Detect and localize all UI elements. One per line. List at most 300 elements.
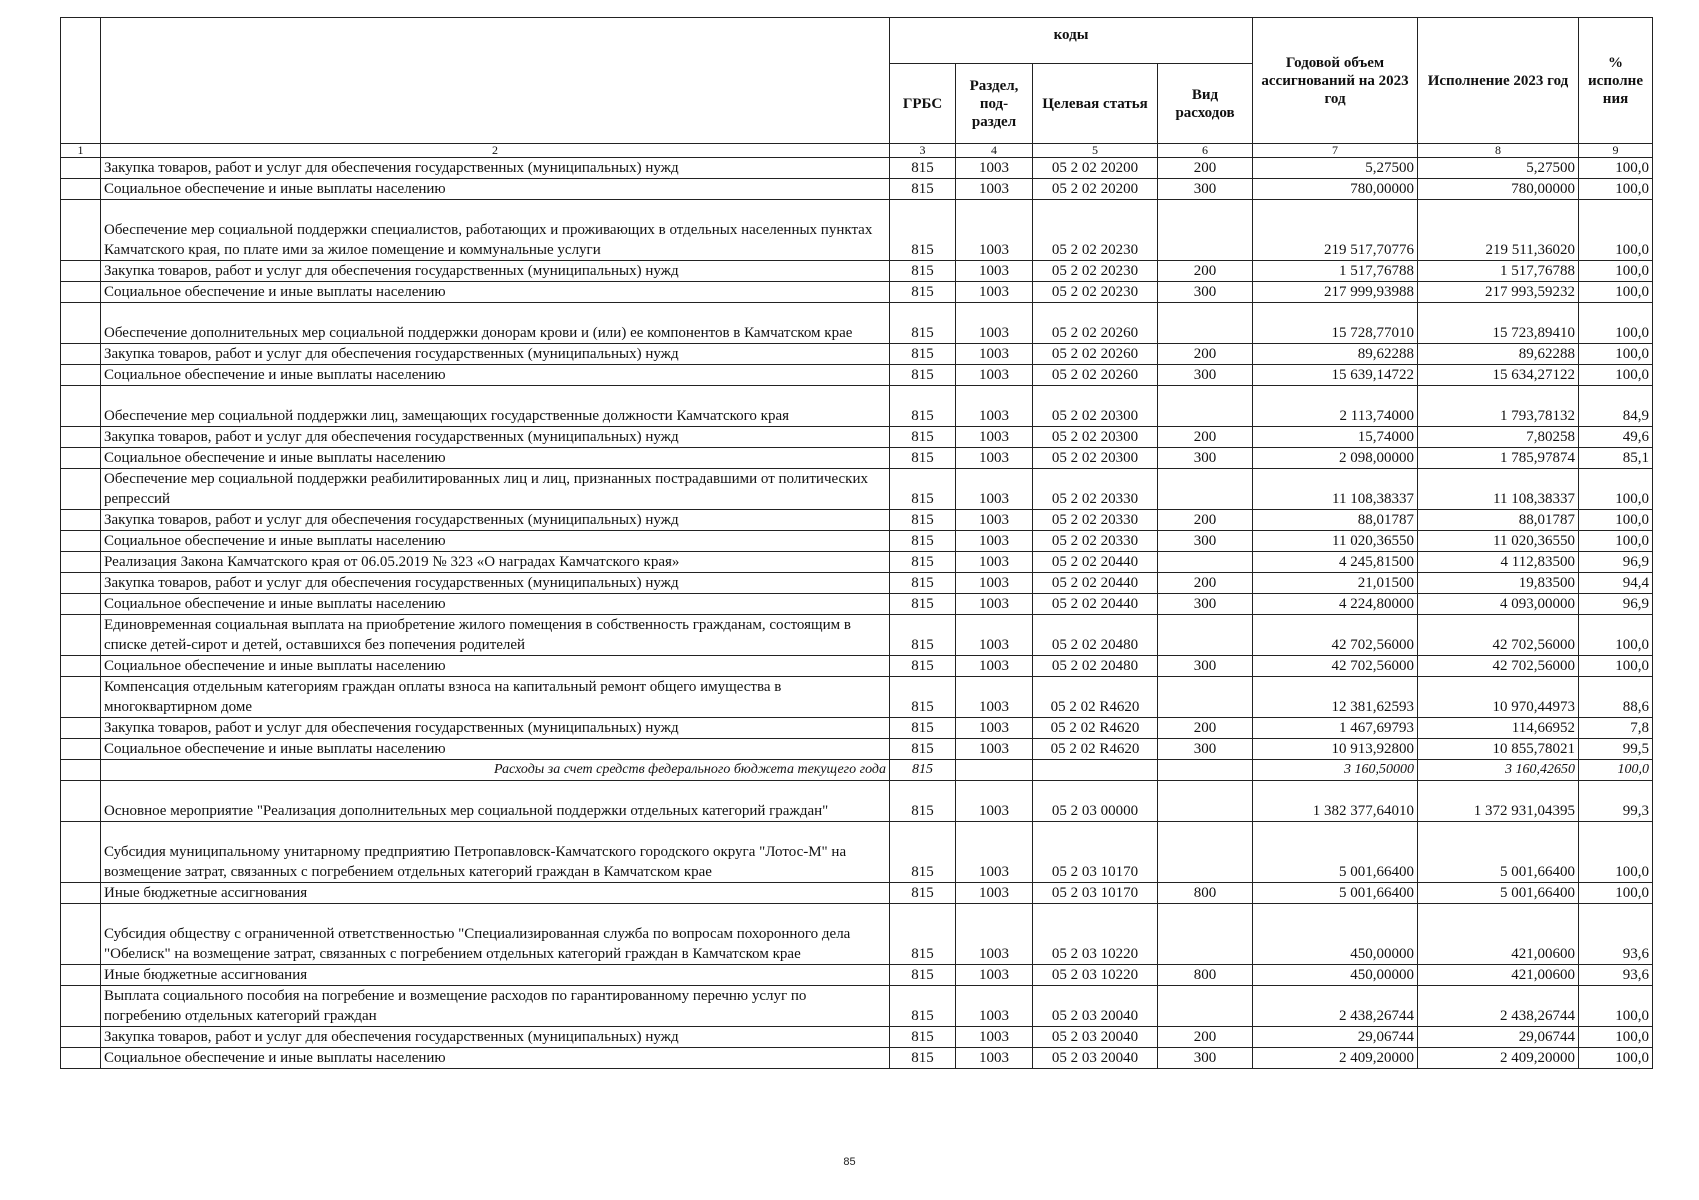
row-target: 05 2 02 20300 [1033, 386, 1158, 427]
row-target: 05 2 02 20330 [1033, 469, 1158, 510]
row-grbs: 815 [890, 615, 956, 656]
header-grbs: ГРБС [890, 64, 956, 144]
row-annual: 10 913,92800 [1253, 739, 1418, 760]
row-grbs: 815 [890, 531, 956, 552]
row-percent: 100,0 [1579, 282, 1653, 303]
row-type: 300 [1158, 365, 1253, 386]
row-name: Иные бюджетные ассигнования [101, 883, 890, 904]
row-annual: 4 245,81500 [1253, 552, 1418, 573]
row-index-cell [61, 594, 101, 615]
row-section: 1003 [956, 822, 1033, 883]
row-index-cell [61, 386, 101, 427]
row-grbs: 815 [890, 822, 956, 883]
column-number: 1 [61, 144, 101, 158]
row-index-cell [61, 261, 101, 282]
row-grbs: 815 [890, 904, 956, 965]
table-row [61, 469, 1653, 510]
row-section: 1003 [956, 1027, 1033, 1048]
row-type: 200 [1158, 427, 1253, 448]
row-percent: 100,0 [1579, 179, 1653, 200]
row-index-cell [61, 1027, 101, 1048]
row-percent: 100,0 [1579, 1048, 1653, 1069]
row-percent: 84,9 [1579, 386, 1653, 427]
row-name: Закупка товаров, работ и услуг для обеспечения государственных (муниципальных) нужд [101, 1027, 890, 1048]
row-grbs: 815 [890, 573, 956, 594]
row-execution: 780,00000 [1418, 179, 1579, 200]
header-section: Раздел, под-раздел [956, 64, 1033, 144]
row-type: 300 [1158, 594, 1253, 615]
row-annual: 4 224,80000 [1253, 594, 1418, 615]
row-name: Обеспечение мер социальной поддержки лиц, замещающих государственные должности Камчатского края [101, 386, 890, 427]
row-section: 1003 [956, 677, 1033, 718]
row-grbs: 815 [890, 883, 956, 904]
row-section: 1003 [956, 344, 1033, 365]
table-row [61, 573, 1653, 594]
table-row [61, 386, 1653, 427]
row-target: 05 2 02 20330 [1033, 510, 1158, 531]
row-annual: 219 517,70776 [1253, 200, 1418, 261]
row-type: 200 [1158, 573, 1253, 594]
row-target [1033, 760, 1158, 781]
row-grbs: 815 [890, 760, 956, 781]
row-grbs: 815 [890, 469, 956, 510]
row-type: 300 [1158, 656, 1253, 677]
row-target: 05 2 02 20260 [1033, 365, 1158, 386]
column-number: 4 [956, 144, 1033, 158]
row-type [1158, 615, 1253, 656]
row-name: Закупка товаров, работ и услуг для обеспечения государственных (муниципальных) нужд [101, 510, 890, 531]
row-percent: 99,5 [1579, 739, 1653, 760]
row-grbs: 815 [890, 552, 956, 573]
row-execution: 89,62288 [1418, 344, 1579, 365]
row-name: Обеспечение дополнительных мер социальной поддержки донорам крови и (или) ее компонентов в Камчатском крае [101, 303, 890, 344]
budget-table-wrapper [60, 17, 1652, 1069]
row-grbs: 815 [890, 282, 956, 303]
row-type [1158, 386, 1253, 427]
table-row [61, 965, 1653, 986]
row-name: Основное мероприятие "Реализация дополнительных мер социальной поддержки отдельных категорий граждан" [101, 781, 890, 822]
row-type [1158, 469, 1253, 510]
column-number: 7 [1253, 144, 1418, 158]
row-target: 05 2 02 20300 [1033, 448, 1158, 469]
row-percent: 100,0 [1579, 344, 1653, 365]
row-section: 1003 [956, 594, 1033, 615]
row-grbs: 815 [890, 677, 956, 718]
row-index-cell [61, 986, 101, 1027]
row-percent: 100,0 [1579, 200, 1653, 261]
row-target: 05 2 02 20260 [1033, 303, 1158, 344]
row-execution: 217 993,59232 [1418, 282, 1579, 303]
table-row [61, 365, 1653, 386]
row-index-cell [61, 179, 101, 200]
row-grbs: 815 [890, 200, 956, 261]
row-grbs: 815 [890, 386, 956, 427]
row-percent: 100,0 [1579, 615, 1653, 656]
row-percent: 94,4 [1579, 573, 1653, 594]
row-section: 1003 [956, 427, 1033, 448]
row-target: 05 2 03 20040 [1033, 986, 1158, 1027]
row-section: 1003 [956, 573, 1033, 594]
row-target: 05 2 02 R4620 [1033, 739, 1158, 760]
row-execution: 42 702,56000 [1418, 656, 1579, 677]
row-annual: 15 639,14722 [1253, 365, 1418, 386]
table-row [61, 282, 1653, 303]
column-number: 8 [1418, 144, 1579, 158]
row-name: Компенсация отдельным категориям граждан оплаты взноса на капитальный ремонт общего имущества в многоквартирном доме [101, 677, 890, 718]
row-percent: 93,6 [1579, 965, 1653, 986]
row-annual: 21,01500 [1253, 573, 1418, 594]
row-annual: 1 517,76788 [1253, 261, 1418, 282]
row-section: 1003 [956, 179, 1033, 200]
page-number: 85 [843, 1156, 856, 1168]
row-percent: 93,6 [1579, 904, 1653, 965]
row-index-cell [61, 469, 101, 510]
row-percent: 85,1 [1579, 448, 1653, 469]
row-annual: 42 702,56000 [1253, 656, 1418, 677]
row-section: 1003 [956, 883, 1033, 904]
row-section: 1003 [956, 552, 1033, 573]
row-index-cell [61, 965, 101, 986]
row-target: 05 2 02 20260 [1033, 344, 1158, 365]
row-type: 300 [1158, 282, 1253, 303]
column-number: 9 [1579, 144, 1653, 158]
row-type: 200 [1158, 510, 1253, 531]
row-section: 1003 [956, 986, 1033, 1027]
row-type: 200 [1158, 1027, 1253, 1048]
row-section: 1003 [956, 615, 1033, 656]
row-grbs: 815 [890, 448, 956, 469]
row-section: 1003 [956, 531, 1033, 552]
row-name: Обеспечение мер социальной поддержки специалистов, работающих и проживающих в отдельных населенных пунктах Камчатского края, по плате ими за жилое помещение и коммунальные услуги [101, 200, 890, 261]
row-execution: 114,66952 [1418, 718, 1579, 739]
table-row [61, 158, 1653, 179]
row-index-cell [61, 615, 101, 656]
row-percent: 49,6 [1579, 427, 1653, 448]
row-index-cell [61, 510, 101, 531]
row-name: Закупка товаров, работ и услуг для обеспечения государственных (муниципальных) нужд [101, 261, 890, 282]
row-execution: 7,80258 [1418, 427, 1579, 448]
budget-execution-table [60, 17, 1653, 1069]
row-type: 800 [1158, 883, 1253, 904]
row-target: 05 2 02 20200 [1033, 179, 1158, 200]
row-percent: 96,9 [1579, 552, 1653, 573]
row-execution: 10 970,44973 [1418, 677, 1579, 718]
table-row [61, 448, 1653, 469]
table-row [61, 303, 1653, 344]
row-section: 1003 [956, 261, 1033, 282]
row-type [1158, 200, 1253, 261]
table-row [61, 552, 1653, 573]
header-target: Целевая статья [1033, 64, 1158, 144]
row-name: Закупка товаров, работ и услуг для обеспечения государственных (муниципальных) нужд [101, 718, 890, 739]
row-type: 200 [1158, 718, 1253, 739]
row-index-cell [61, 781, 101, 822]
row-index-cell [61, 760, 101, 781]
row-execution: 421,00600 [1418, 904, 1579, 965]
row-grbs: 815 [890, 1048, 956, 1069]
table-row [61, 531, 1653, 552]
row-target: 05 2 02 20200 [1033, 158, 1158, 179]
row-percent: 100,0 [1579, 822, 1653, 883]
row-execution: 5 001,66400 [1418, 883, 1579, 904]
row-index-cell [61, 656, 101, 677]
row-index-cell [61, 427, 101, 448]
row-execution: 1 372 931,04395 [1418, 781, 1579, 822]
row-annual: 88,01787 [1253, 510, 1418, 531]
row-execution: 4 112,83500 [1418, 552, 1579, 573]
row-execution: 1 793,78132 [1418, 386, 1579, 427]
row-percent: 100,0 [1579, 469, 1653, 510]
row-execution: 3 160,42650 [1418, 760, 1579, 781]
row-execution: 11 020,36550 [1418, 531, 1579, 552]
row-annual: 5 001,66400 [1253, 822, 1418, 883]
table-row [61, 1048, 1653, 1069]
row-target: 05 2 02 20480 [1033, 615, 1158, 656]
row-type: 300 [1158, 739, 1253, 760]
row-percent: 100,0 [1579, 158, 1653, 179]
row-name: Расходы за счет средств федерального бюджета текущего года [101, 760, 890, 781]
row-index-cell [61, 365, 101, 386]
row-section: 1003 [956, 386, 1033, 427]
row-type [1158, 904, 1253, 965]
row-index-cell [61, 303, 101, 344]
row-section [956, 760, 1033, 781]
row-percent: 100,0 [1579, 1027, 1653, 1048]
row-name: Единовременная социальная выплата на приобретение жилого помещения в собственность гражданам, состоящим в списке детей-сирот и детей, оставшихся без попечения родителей [101, 615, 890, 656]
row-percent: 100,0 [1579, 365, 1653, 386]
column-number: 6 [1158, 144, 1253, 158]
table-body [61, 158, 1653, 1069]
row-section: 1003 [956, 1048, 1033, 1069]
row-annual: 217 999,93988 [1253, 282, 1418, 303]
row-type: 300 [1158, 1048, 1253, 1069]
row-type [1158, 303, 1253, 344]
row-annual: 450,00000 [1253, 904, 1418, 965]
table-row [61, 677, 1653, 718]
row-execution: 1 517,76788 [1418, 261, 1579, 282]
row-target: 05 2 02 20330 [1033, 531, 1158, 552]
row-execution: 11 108,38337 [1418, 469, 1579, 510]
row-grbs: 815 [890, 1027, 956, 1048]
row-percent: 100,0 [1579, 261, 1653, 282]
row-index-cell [61, 552, 101, 573]
row-type [1158, 552, 1253, 573]
row-section: 1003 [956, 448, 1033, 469]
row-annual: 5,27500 [1253, 158, 1418, 179]
row-target: 05 2 02 20230 [1033, 261, 1158, 282]
header-col1-blank [61, 18, 101, 144]
row-index-cell [61, 1048, 101, 1069]
row-type [1158, 781, 1253, 822]
row-type [1158, 677, 1253, 718]
row-name: Субсидия обществу с ограниченной ответственностью "Специализированная служба по вопросам похоронного дела "Обелиск" на возмещение затрат, связанных с погребением отдельных категорий граждан в Камчатском крае [101, 904, 890, 965]
row-index-cell [61, 200, 101, 261]
row-type: 300 [1158, 448, 1253, 469]
row-type [1158, 986, 1253, 1027]
row-grbs: 815 [890, 739, 956, 760]
row-target: 05 2 02 R4620 [1033, 718, 1158, 739]
row-target: 05 2 02 20440 [1033, 594, 1158, 615]
row-section: 1003 [956, 365, 1033, 386]
table-row [61, 739, 1653, 760]
row-percent: 100,0 [1579, 510, 1653, 531]
row-execution: 2 438,26744 [1418, 986, 1579, 1027]
row-name: Обеспечение мер социальной поддержки реабилитированных лиц и лиц, признанных пострадавшими от политических репрессий [101, 469, 890, 510]
row-execution: 42 702,56000 [1418, 615, 1579, 656]
row-annual: 3 160,50000 [1253, 760, 1418, 781]
table-row [61, 200, 1653, 261]
row-name: Реализация Закона Камчатского края от 06.05.2019 № 323 «О наградах Камчатского края» [101, 552, 890, 573]
row-section: 1003 [956, 200, 1033, 261]
row-grbs: 815 [890, 781, 956, 822]
row-target: 05 2 02 20230 [1033, 200, 1158, 261]
row-index-cell [61, 282, 101, 303]
row-annual: 11 108,38337 [1253, 469, 1418, 510]
row-section: 1003 [956, 739, 1033, 760]
row-name: Социальное обеспечение и иные выплаты населению [101, 739, 890, 760]
row-section: 1003 [956, 469, 1033, 510]
row-execution: 10 855,78021 [1418, 739, 1579, 760]
table-row [61, 594, 1653, 615]
row-grbs: 815 [890, 344, 956, 365]
row-percent: 99,3 [1579, 781, 1653, 822]
row-type: 800 [1158, 965, 1253, 986]
row-grbs: 815 [890, 158, 956, 179]
row-annual: 2 098,00000 [1253, 448, 1418, 469]
row-grbs: 815 [890, 510, 956, 531]
row-name: Социальное обеспечение и иные выплаты населению [101, 656, 890, 677]
row-percent: 88,6 [1579, 677, 1653, 718]
header-percent: % исполне ния [1579, 18, 1653, 144]
row-index-cell [61, 573, 101, 594]
row-grbs: 815 [890, 965, 956, 986]
row-section: 1003 [956, 781, 1033, 822]
row-name: Иные бюджетные ассигнования [101, 965, 890, 986]
table-row [61, 615, 1653, 656]
row-section: 1003 [956, 303, 1033, 344]
row-name: Социальное обеспечение и иные выплаты населению [101, 531, 890, 552]
table-row [61, 510, 1653, 531]
row-index-cell [61, 822, 101, 883]
row-section: 1003 [956, 510, 1033, 531]
table-row [61, 883, 1653, 904]
row-target: 05 2 03 20040 [1033, 1027, 1158, 1048]
header-col2-blank [101, 18, 890, 144]
table-row [61, 718, 1653, 739]
row-annual: 780,00000 [1253, 179, 1418, 200]
row-section: 1003 [956, 965, 1033, 986]
column-number: 3 [890, 144, 956, 158]
row-annual: 15,74000 [1253, 427, 1418, 448]
row-type: 200 [1158, 344, 1253, 365]
row-section: 1003 [956, 158, 1033, 179]
header-annual: Годовой объем ассигнований на 2023 год [1253, 18, 1418, 144]
column-number: 5 [1033, 144, 1158, 158]
row-type [1158, 822, 1253, 883]
table-row [61, 822, 1653, 883]
row-percent: 100,0 [1579, 656, 1653, 677]
row-name: Закупка товаров, работ и услуг для обеспечения государственных (муниципальных) нужд [101, 158, 890, 179]
table-row [61, 656, 1653, 677]
table-row [61, 1027, 1653, 1048]
row-target: 05 2 02 20440 [1033, 573, 1158, 594]
table-row [61, 986, 1653, 1027]
row-execution: 4 093,00000 [1418, 594, 1579, 615]
row-target: 05 2 03 10220 [1033, 904, 1158, 965]
row-annual: 89,62288 [1253, 344, 1418, 365]
row-annual: 2 113,74000 [1253, 386, 1418, 427]
row-execution: 421,00600 [1418, 965, 1579, 986]
row-execution: 1 785,97874 [1418, 448, 1579, 469]
header-type: Вид расходов [1158, 64, 1253, 144]
row-type: 300 [1158, 179, 1253, 200]
row-name: Выплата социального пособия на погребение и возмещение расходов по гарантированному перечню услуг по погребению отдельных категорий граждан [101, 986, 890, 1027]
row-execution: 2 409,20000 [1418, 1048, 1579, 1069]
row-type: 300 [1158, 531, 1253, 552]
row-grbs: 815 [890, 261, 956, 282]
row-percent: 7,8 [1579, 718, 1653, 739]
row-grbs: 815 [890, 179, 956, 200]
row-target: 05 2 03 00000 [1033, 781, 1158, 822]
row-target: 05 2 02 20300 [1033, 427, 1158, 448]
row-name: Закупка товаров, работ и услуг для обеспечения государственных (муниципальных) нужд [101, 573, 890, 594]
row-grbs: 815 [890, 427, 956, 448]
row-annual: 2 409,20000 [1253, 1048, 1418, 1069]
row-annual: 2 438,26744 [1253, 986, 1418, 1027]
row-index-cell [61, 677, 101, 718]
row-name: Субсидия муниципальному унитарному предприятию Петропавловск-Камчатского городского округа "Лотос-М" на возмещение затрат, связанных с погребением отдельных категорий граждан в Камчатском крае [101, 822, 890, 883]
column-number: 2 [101, 144, 890, 158]
row-section: 1003 [956, 904, 1033, 965]
row-percent: 100,0 [1579, 303, 1653, 344]
table-row [61, 344, 1653, 365]
row-percent: 100,0 [1579, 883, 1653, 904]
row-name: Социальное обеспечение и иные выплаты населению [101, 179, 890, 200]
row-index-cell [61, 531, 101, 552]
row-annual: 15 728,77010 [1253, 303, 1418, 344]
row-name: Социальное обеспечение и иные выплаты населению [101, 365, 890, 386]
row-target: 05 2 03 10220 [1033, 965, 1158, 986]
row-grbs: 815 [890, 303, 956, 344]
row-execution: 15 634,27122 [1418, 365, 1579, 386]
row-percent: 96,9 [1579, 594, 1653, 615]
column-number-row [61, 144, 1653, 158]
row-target: 05 2 02 20440 [1033, 552, 1158, 573]
row-grbs: 815 [890, 986, 956, 1027]
row-execution: 88,01787 [1418, 510, 1579, 531]
row-section: 1003 [956, 282, 1033, 303]
row-index-cell [61, 344, 101, 365]
row-grbs: 815 [890, 718, 956, 739]
row-grbs: 815 [890, 365, 956, 386]
row-annual: 450,00000 [1253, 965, 1418, 986]
row-target: 05 2 03 10170 [1033, 883, 1158, 904]
row-execution: 5,27500 [1418, 158, 1579, 179]
row-name: Социальное обеспечение и иные выплаты населению [101, 1048, 890, 1069]
row-section: 1003 [956, 718, 1033, 739]
row-target: 05 2 03 10170 [1033, 822, 1158, 883]
row-execution: 219 511,36020 [1418, 200, 1579, 261]
row-index-cell [61, 883, 101, 904]
table-row [61, 179, 1653, 200]
row-execution: 5 001,66400 [1418, 822, 1579, 883]
row-type: 200 [1158, 158, 1253, 179]
header-codes: коды [890, 18, 1253, 64]
row-percent: 100,0 [1579, 986, 1653, 1027]
row-index-cell [61, 448, 101, 469]
table-row [61, 760, 1653, 781]
row-annual: 29,06744 [1253, 1027, 1418, 1048]
